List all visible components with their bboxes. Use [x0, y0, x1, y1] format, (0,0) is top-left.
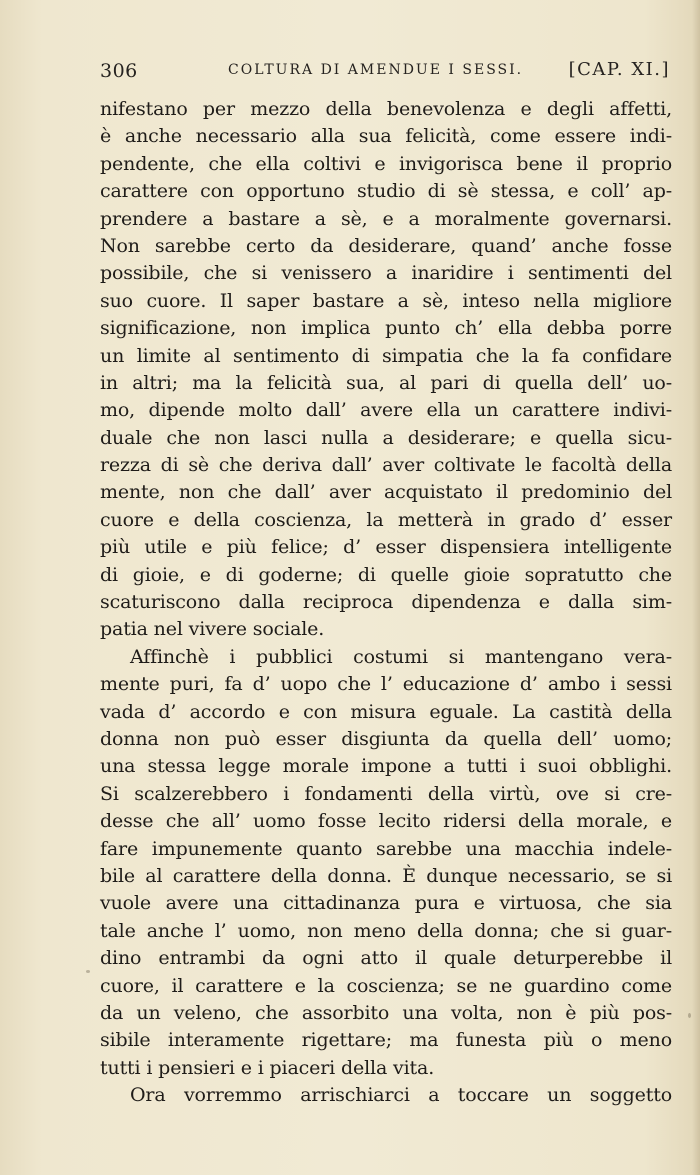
- paragraph-end-line: tutti i pensieri e i piaceri della vita.: [100, 1056, 435, 1079]
- text-line: fare impunemente quanto sarebbe una macchia indele-: [100, 837, 672, 860]
- text-line: mo, dipende molto dall’ avere ella un carattere indivi-: [100, 399, 672, 422]
- text-line: donna non può esser disgiunta da quella dell’ uomo;: [100, 727, 672, 750]
- text-line: nifestano per mezzo della benevolenza e degli affetti,: [100, 98, 672, 120]
- running-title: COLTURA DI AMENDUE I SESSI.: [228, 62, 524, 78]
- text-line: è anche necessario alla sua felicità, come essere indi-: [100, 125, 672, 148]
- text-line: desse che all’ uomo fosse lecito ridersi della morale, e: [100, 810, 672, 833]
- page-number: 306: [100, 60, 138, 82]
- text-line: Non sarebbe certo da desiderare, quand’ anche fosse: [100, 234, 672, 257]
- text-line: tale anche l’ uomo, non meno della donna; che si guar-: [100, 919, 672, 942]
- text-line: dino entrambi da ogni atto il quale deturperebbe il: [100, 947, 672, 970]
- text-line: prendere a bastare a sè, e a moralmente governarsi.: [100, 207, 672, 230]
- text-line: da un veleno, che assorbito una volta, non è più pos-: [100, 1001, 672, 1024]
- paragraph-start-line: Affinchè i pubblici costumi si mantengano vera-: [130, 645, 672, 668]
- text-line: vada d’ accordo e con misura eguale. La castità della: [100, 700, 672, 723]
- text-line: di gioie, e di goderne; di quelle gioie sopratutto che: [100, 563, 672, 586]
- text-line: suo cuore. Il saper bastare a sè, inteso nella migliore: [100, 289, 672, 312]
- chapter-label: [CAP. XI.]: [568, 59, 670, 80]
- page-edge-shadow: [692, 0, 700, 1175]
- text-line: mente puri, fa d’ uopo che l’ educazione d’ ambo i sessi: [100, 673, 672, 696]
- ink-speck: [86, 970, 90, 973]
- text-line: pendente, che ella coltivi e invigorisca bene il proprio: [100, 152, 672, 175]
- ink-speck: [688, 1013, 691, 1018]
- text-line: cuore e della coscienza, la metterà in grado d’ esser: [100, 508, 672, 531]
- text-line: vuole avere una cittadinanza pura e virtuosa, che sia: [100, 892, 672, 915]
- paragraph-start-line: Ora vorremmo arrischiarci a toccare un soggetto: [130, 1084, 672, 1107]
- text-line: significazione, non implica punto ch’ ella debba porre: [100, 317, 672, 340]
- text-line: cuore, il carattere e la coscienza; se ne guardino come: [100, 974, 672, 997]
- text-line: in altri; ma la felicità sua, al pari di quella dell’ uo-: [100, 371, 672, 394]
- text-line: rezza di sè che deriva dall’ aver coltivate le facoltà della: [100, 454, 672, 477]
- text-line: carattere con opportuno studio di sè stessa, e coll’ ap-: [100, 180, 672, 203]
- paragraph-end-line: patia nel vivere sociale.: [100, 618, 325, 641]
- running-head: [100, 56, 670, 90]
- text-line: duale che non lasci nulla a desiderare; e quella sicu-: [100, 426, 672, 449]
- text-line: una stessa legge morale impone a tutti i suoi obblighi.: [100, 755, 672, 778]
- text-line: Si scalzerebbero i fondamenti della virtù, ove si cre-: [100, 782, 672, 805]
- text-line: un limite al sentimento di simpatia che la fa confidare: [100, 344, 672, 367]
- text-line: mente, non che dall’ aver acquistato il predominio del: [100, 481, 672, 504]
- text-line: scaturiscono dalla reciproca dipendenza e dalla sim-: [100, 591, 672, 614]
- body-text: [100, 96, 672, 1109]
- text-line: bile al carattere della donna. È dunque necessario, se si: [100, 864, 672, 887]
- text-line: possibile, che si venissero a inaridire i sentimenti del: [100, 262, 672, 285]
- text-line: più utile e più felice; d’ esser dispensiera intelligente: [100, 536, 672, 559]
- text-line: sibile interamente rigettare; ma funesta più o meno: [100, 1029, 672, 1052]
